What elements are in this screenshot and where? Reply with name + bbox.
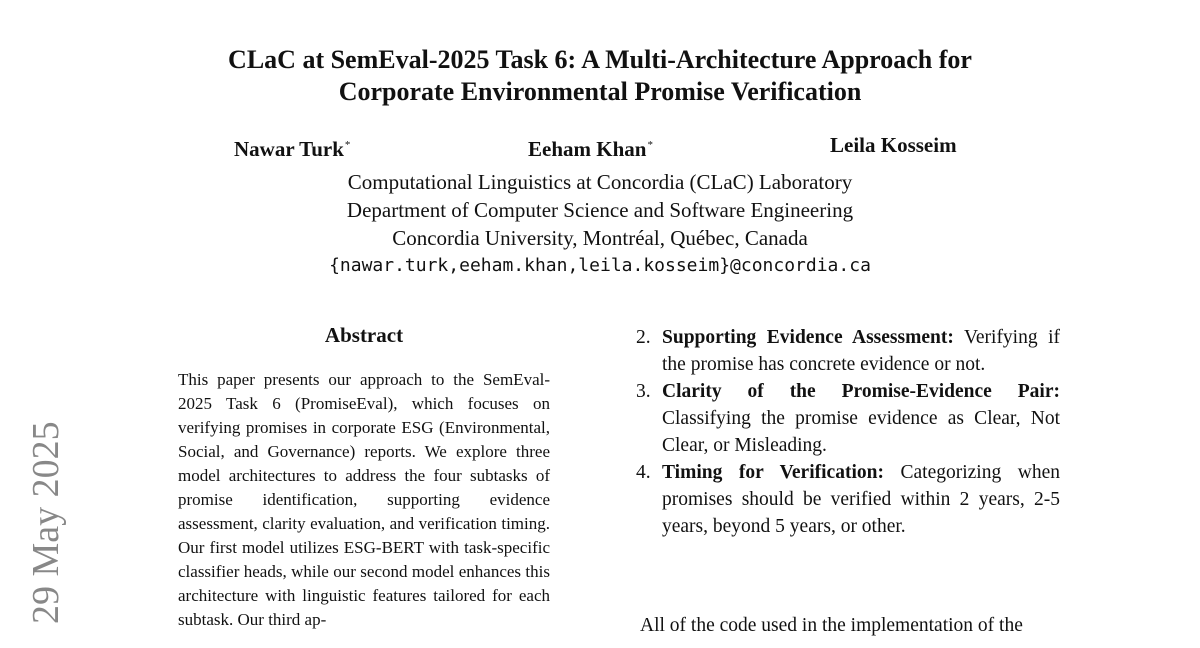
arxiv-date-stamp: 29 May 2025: [25, 421, 67, 624]
author-1: [234, 132, 350, 162]
abstract-heading: Abstract: [324, 323, 404, 347]
paper-title: [150, 44, 1050, 108]
item-number: 3.: [636, 381, 651, 402]
abstract-text: This paper presents our approach to the SemEval-2025 Task 6 (PromiseEval), which focuses on verifying promises in corporate ESG (Environmental, Social, and Governance) reports. We explore three model architectures to address the four subtasks of promise identification, supporting evidence assessment, clarity evaluation, and verification timing. Our first model utilizes ESG-BERT with task-specific classifier heads, while our second model enhances this architecture with linguistic features tailored for each subtask. Our third ap-: [178, 370, 550, 629]
title-line-2: Corporate Environmental Promise Verification: [338, 77, 862, 106]
title-line-1: CLaC at SemEval-2025 Task 6: A Multi-Architecture Approach for: [228, 45, 972, 74]
item-text: Verifying if the promise has concrete evidence or not.: [662, 327, 1060, 375]
affiliation-block: [200, 168, 1000, 280]
code-availability-paragraph: All of the code used in the implementation of the: [640, 615, 1023, 636]
author-3: [830, 132, 957, 158]
item-label: Clarity of the Promise-Evidence Pair:: [662, 381, 1060, 402]
author-name: Eeham Khan: [528, 137, 647, 161]
equal-contribution-mark: *: [344, 139, 351, 151]
author-name: Leila Kosseim: [830, 133, 957, 157]
author-emails: {nawar.turk,eeham.khan,leila.kosseim}@concordia.ca: [329, 255, 871, 276]
author-name: Nawar Turk: [234, 137, 344, 161]
item-text: Categorizing when promises should be verified within 2 years, 2-5 years, beyond 5 years, or other.: [662, 462, 1060, 537]
affiliation-university: Concordia University, Montréal, Québec, Canada: [392, 226, 808, 250]
list-item: [636, 324, 1060, 378]
affiliation-department: Department of Computer Science and Software Engineering: [346, 198, 854, 222]
item-label: Supporting Evidence Assessment:: [662, 327, 954, 348]
item-number: 4.: [636, 462, 651, 483]
list-item: [636, 378, 1060, 459]
item-text: Classifying the promise evidence as Clear, Not Clear, or Misleading.: [662, 408, 1060, 456]
item-label: Timing for Verification:: [662, 462, 884, 483]
affiliation-lab: Computational Linguistics at Concordia (CLaC) Laboratory: [347, 170, 853, 194]
list-item: [636, 459, 1060, 540]
item-number: 2.: [636, 327, 651, 348]
subtask-list: [636, 324, 1060, 540]
equal-contribution-mark: *: [647, 139, 653, 151]
author-2: [528, 132, 653, 162]
